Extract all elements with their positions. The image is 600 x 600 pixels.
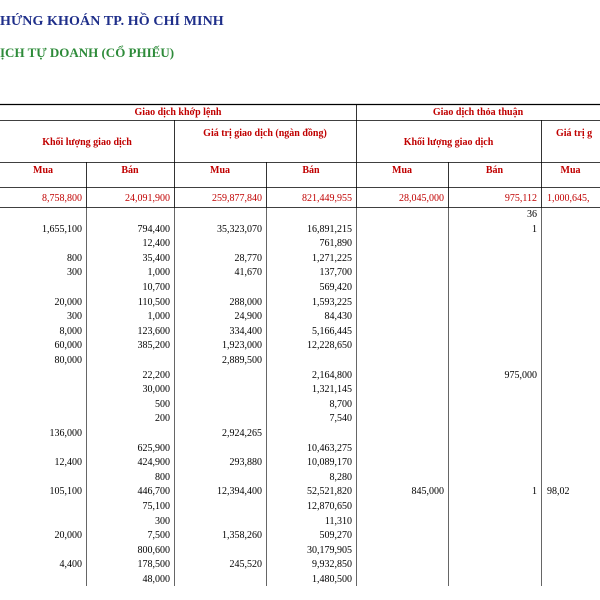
totals-cell: 24,091,900 bbox=[125, 193, 170, 204]
table-cell: 36 bbox=[527, 209, 537, 220]
table-cell: 52,521,820 bbox=[307, 486, 352, 498]
table-cell: 761,890 bbox=[319, 238, 352, 250]
table-cell: 178,500 bbox=[137, 559, 170, 571]
subheader-negotiated-volume: Khối lượng giao dịch bbox=[403, 137, 494, 148]
table-cell: 24,900 bbox=[234, 311, 262, 323]
group-header-negotiated: Giao dịch thỏa thuận bbox=[432, 107, 524, 118]
table-cell: 8,700 bbox=[329, 398, 352, 410]
table-cell: 75,100 bbox=[142, 501, 170, 512]
table-cell: 10,463,275 bbox=[307, 442, 352, 454]
table-cell: 110,500 bbox=[137, 296, 170, 308]
table-cell: 1 bbox=[532, 223, 537, 235]
table-cell: 1,271,225 bbox=[312, 252, 352, 264]
totals-cell: 975,112 bbox=[504, 193, 537, 204]
table-cell: 200 bbox=[155, 413, 170, 425]
column-header: Bán bbox=[485, 165, 504, 176]
table-cell: 1,321,145 bbox=[312, 384, 352, 396]
table-cell: 1,655,100 bbox=[42, 223, 82, 235]
table-cell: 9,932,850 bbox=[312, 559, 352, 571]
table-cell: 300 bbox=[67, 267, 82, 279]
table-cell: 8,000 bbox=[59, 325, 82, 337]
subheader-matched-value: Giá trị giao dịch (ngàn đồng) bbox=[203, 128, 327, 139]
table-cell: 11,310 bbox=[324, 515, 352, 527]
column-header: Bán bbox=[302, 165, 320, 176]
table-cell: 5,166,445 bbox=[312, 325, 352, 337]
table-cell: 625,900 bbox=[137, 442, 170, 454]
table-cell: 10,089,170 bbox=[307, 457, 352, 469]
table-cell: 30,179,905 bbox=[307, 544, 352, 556]
table-cell: 300 bbox=[155, 515, 170, 527]
table-cell: 1,358,260 bbox=[222, 530, 262, 542]
report-title: HỨNG KHOÁN TP. HỒ CHÍ MINH bbox=[0, 14, 224, 29]
column-header: Mua bbox=[33, 165, 53, 176]
table-cell: 845,000 bbox=[411, 486, 444, 498]
table-cell: 500 bbox=[155, 398, 170, 410]
table-cell: 2,889,500 bbox=[222, 355, 262, 366]
table-cell: 12,228,650 bbox=[307, 340, 352, 352]
table-cell: 105,100 bbox=[49, 486, 82, 498]
report-subtitle: ỊCH TỰ DOANH (CỔ PHIẾU) bbox=[0, 45, 175, 60]
table-cell: 1,000 bbox=[147, 267, 170, 279]
table-cell: 28,770 bbox=[234, 252, 262, 264]
table-cell: 446,700 bbox=[137, 486, 170, 498]
table-cell: 1,593,225 bbox=[312, 296, 352, 308]
totals-cell: 821,449,955 bbox=[302, 193, 352, 204]
table-cell: 136,000 bbox=[49, 428, 82, 439]
table-cell: 137,700 bbox=[319, 267, 352, 279]
table-cell: 84,430 bbox=[324, 311, 352, 323]
table-cell: 334,400 bbox=[229, 325, 262, 337]
group-header-matched: Giao dịch khớp lệnh bbox=[134, 107, 222, 118]
table-cell: 12,400 bbox=[142, 238, 170, 250]
table-cell: 300 bbox=[67, 311, 82, 323]
table-cell: 7,540 bbox=[329, 413, 352, 425]
table-cell: 35,323,070 bbox=[217, 223, 262, 235]
table-cell: 2,164,800 bbox=[312, 369, 352, 381]
column-header: Bán bbox=[121, 165, 139, 176]
table-cell: 8,280 bbox=[329, 471, 352, 483]
table-cell: 123,600 bbox=[137, 325, 170, 337]
table-cell: 80,000 bbox=[54, 355, 82, 366]
column-header: Mua bbox=[392, 165, 412, 176]
table-cell: 98,02 bbox=[547, 486, 570, 498]
table-cell: 12,870,650 bbox=[307, 501, 352, 512]
table-cell: 509,270 bbox=[319, 530, 352, 542]
table-cell: 22,200 bbox=[142, 369, 170, 381]
table-cell: 12,400 bbox=[54, 457, 82, 469]
table-cell: 60,000 bbox=[54, 340, 82, 352]
totals-cell: 8,758,800 bbox=[42, 193, 82, 204]
subheader-negotiated-value: Giá trị g bbox=[556, 128, 593, 139]
table-cell: 1,923,000 bbox=[222, 340, 262, 352]
table-cell: 4,400 bbox=[59, 559, 82, 571]
table-cell: 10,700 bbox=[142, 282, 170, 293]
totals-cell: 259,877,840 bbox=[212, 193, 262, 204]
table-cell: 800,600 bbox=[137, 544, 170, 556]
totals-cell: 1,000,645, bbox=[547, 193, 590, 204]
table-cell: 1 bbox=[532, 486, 537, 498]
table-cell: 16,891,215 bbox=[307, 223, 352, 235]
table-cell: 800 bbox=[67, 252, 82, 264]
table-cell: 975,000 bbox=[504, 369, 537, 381]
table-cell: 41,670 bbox=[234, 267, 262, 279]
column-header: Mua bbox=[560, 165, 581, 176]
table-cell: 800 bbox=[155, 471, 170, 483]
subheader-matched-volume: Khối lượng giao dịch bbox=[42, 137, 132, 148]
table-cell: 2,924,265 bbox=[222, 428, 262, 439]
table-cell: 288,000 bbox=[229, 296, 262, 308]
table-cell: 20,000 bbox=[54, 530, 82, 542]
totals-cell: 28,045,000 bbox=[399, 193, 444, 204]
table-cell: 12,394,400 bbox=[217, 486, 262, 498]
table-cell: 48,000 bbox=[142, 574, 170, 585]
table-cell: 30,000 bbox=[142, 384, 170, 396]
table-cell: 1,000 bbox=[147, 311, 170, 323]
table-cell: 20,000 bbox=[54, 296, 82, 308]
table-cell: 385,200 bbox=[137, 340, 170, 352]
table-cell: 35,400 bbox=[142, 252, 170, 264]
table-cell: 424,900 bbox=[137, 457, 170, 469]
table-cell: 293,880 bbox=[229, 457, 262, 469]
table-cell: 569,420 bbox=[319, 282, 352, 293]
table-cell: 1,480,500 bbox=[312, 574, 352, 585]
table-cell: 245,520 bbox=[229, 559, 262, 571]
table-cell: 794,400 bbox=[137, 223, 170, 235]
column-header: Mua bbox=[210, 165, 230, 176]
table-cell: 7,500 bbox=[147, 530, 170, 542]
